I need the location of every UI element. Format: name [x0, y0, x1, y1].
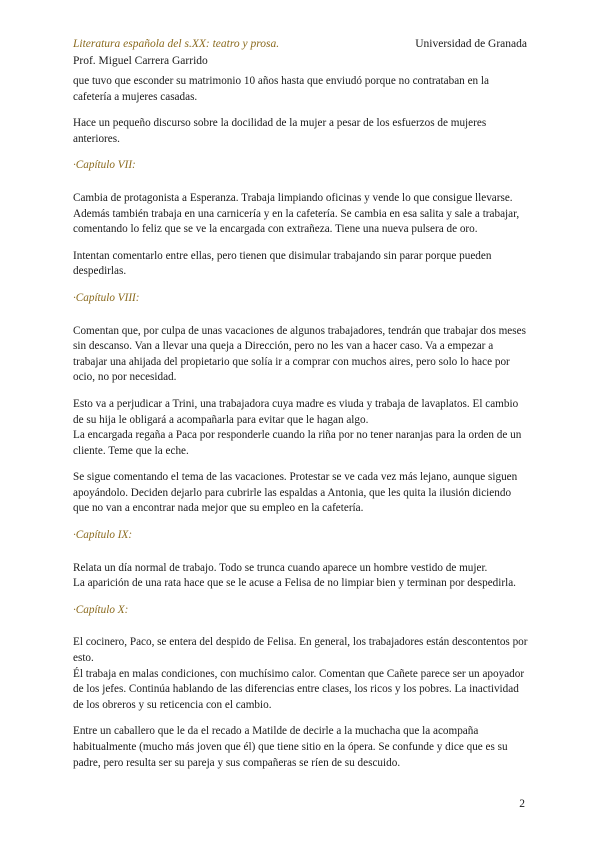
- course-title: Literatura española del s.XX: teatro y prosa.: [73, 38, 280, 50]
- paragraph: El cocinero, Paco, se entera del despido de Felisa. En general, los trabajadores están descontentos por esto.: [73, 636, 528, 665]
- page-header: [73, 36, 527, 70]
- paragraph: Esto va a perjudicar a Trini, una trabajadora cuya madre es viuda y trabaja de lavaplatos. El cambio de su hija le obligará a acompañarla para evitar que le hagan algo.: [73, 397, 519, 426]
- document-body: [73, 74, 529, 782]
- paragraph: Entre un caballero que le da el recado a Matilde de decirle a la muchacha que la acompaña habitualmente (mucho más joven que él) que tiene sitio en la ópera. Se confunde y dice que es su padre, pero resulta ser su pareja y sus compañeras se ríen de su descuido.: [73, 725, 508, 769]
- university-name: Universidad de Granada: [415, 38, 527, 50]
- paragraph: La aparición de una rata hace que se le acuse a Felisa de no limpiar bien y terminan por despedirla.: [73, 577, 516, 590]
- chapter-heading-x: ·Capítulo X:: [73, 603, 129, 616]
- header-row: [73, 36, 527, 53]
- paragraph: Intentan comentarlo entre ellas, pero tienen que disimular trabajando sin parar porque pueden despedirlas.: [73, 249, 492, 278]
- paragraph: Comentan que, por culpa de unas vacaciones de algunos trabajadores, tendrán que trabajar dos meses sin descanso. Van a llevar una queja a Dirección, pero no les van a hacer caso. Va a empezar a trabajar una ahijada del propietario que solía ir a comprar con muchos aires, pero solo lo hace por ocio, no por necesidad.: [73, 324, 526, 384]
- paragraph: Cambia de protagonista a Esperanza. Trabaja limpiando oficinas y vende lo que consigue llevarse. Además también trabaja en una carnicería y en la cafetería. Se cambia en esa salita y sale a trabajar, comentando lo feliz que se ve la encargada con extrañeza. Tiene una nueva pulsera de oro.: [73, 191, 520, 236]
- chapter-heading-viii: ·Capítulo VIII:: [73, 291, 140, 304]
- chapter-heading-ix: ·Capítulo IX:: [73, 529, 133, 542]
- paragraph: Relata un día normal de trabajo. Todo se trunca cuando aparece un hombre vestido de mujer.: [73, 561, 488, 574]
- paragraph: que tuvo que esconder su matrimonio 10 años hasta que enviudó porque no contrataban en la cafetería a mujeres casadas.: [73, 75, 489, 103]
- paragraph: La encargada regaña a Paca por responderle cuando la riña por no tener naranjas para la orden de un cliente. Teme que la eche.: [73, 429, 522, 457]
- professor-name: Prof. Miguel Carrera Garrido: [73, 55, 208, 67]
- paragraph: Hace un pequeño discurso sobre la docilidad de la mujer a pesar de los esfuerzos de mujeres anteriores.: [73, 117, 487, 145]
- page-number: 2: [519, 798, 525, 810]
- chapter-heading-vii: ·Capítulo VII:: [73, 159, 136, 172]
- paragraph: Él trabaja en malas condiciones, con muchísimo calor. Comentan que Cañete parece ser un apoyador de los jefes. Continúa hablando de las diferencias entre clases, los ricos y los pobres. La inactividad de los obreros y su reticencia con el cambio.: [73, 667, 525, 711]
- paragraph: Se sigue comentando el tema de las vacaciones. Protestar se ve cada vez más lejano, aunque siguen apoyándolo. Deciden dejarlo para cubrirle las espaldas a Antonia, que les quita la ilusión diciendo que no van a encontrar nada mejor que su empleo en la cafetería.: [73, 471, 518, 515]
